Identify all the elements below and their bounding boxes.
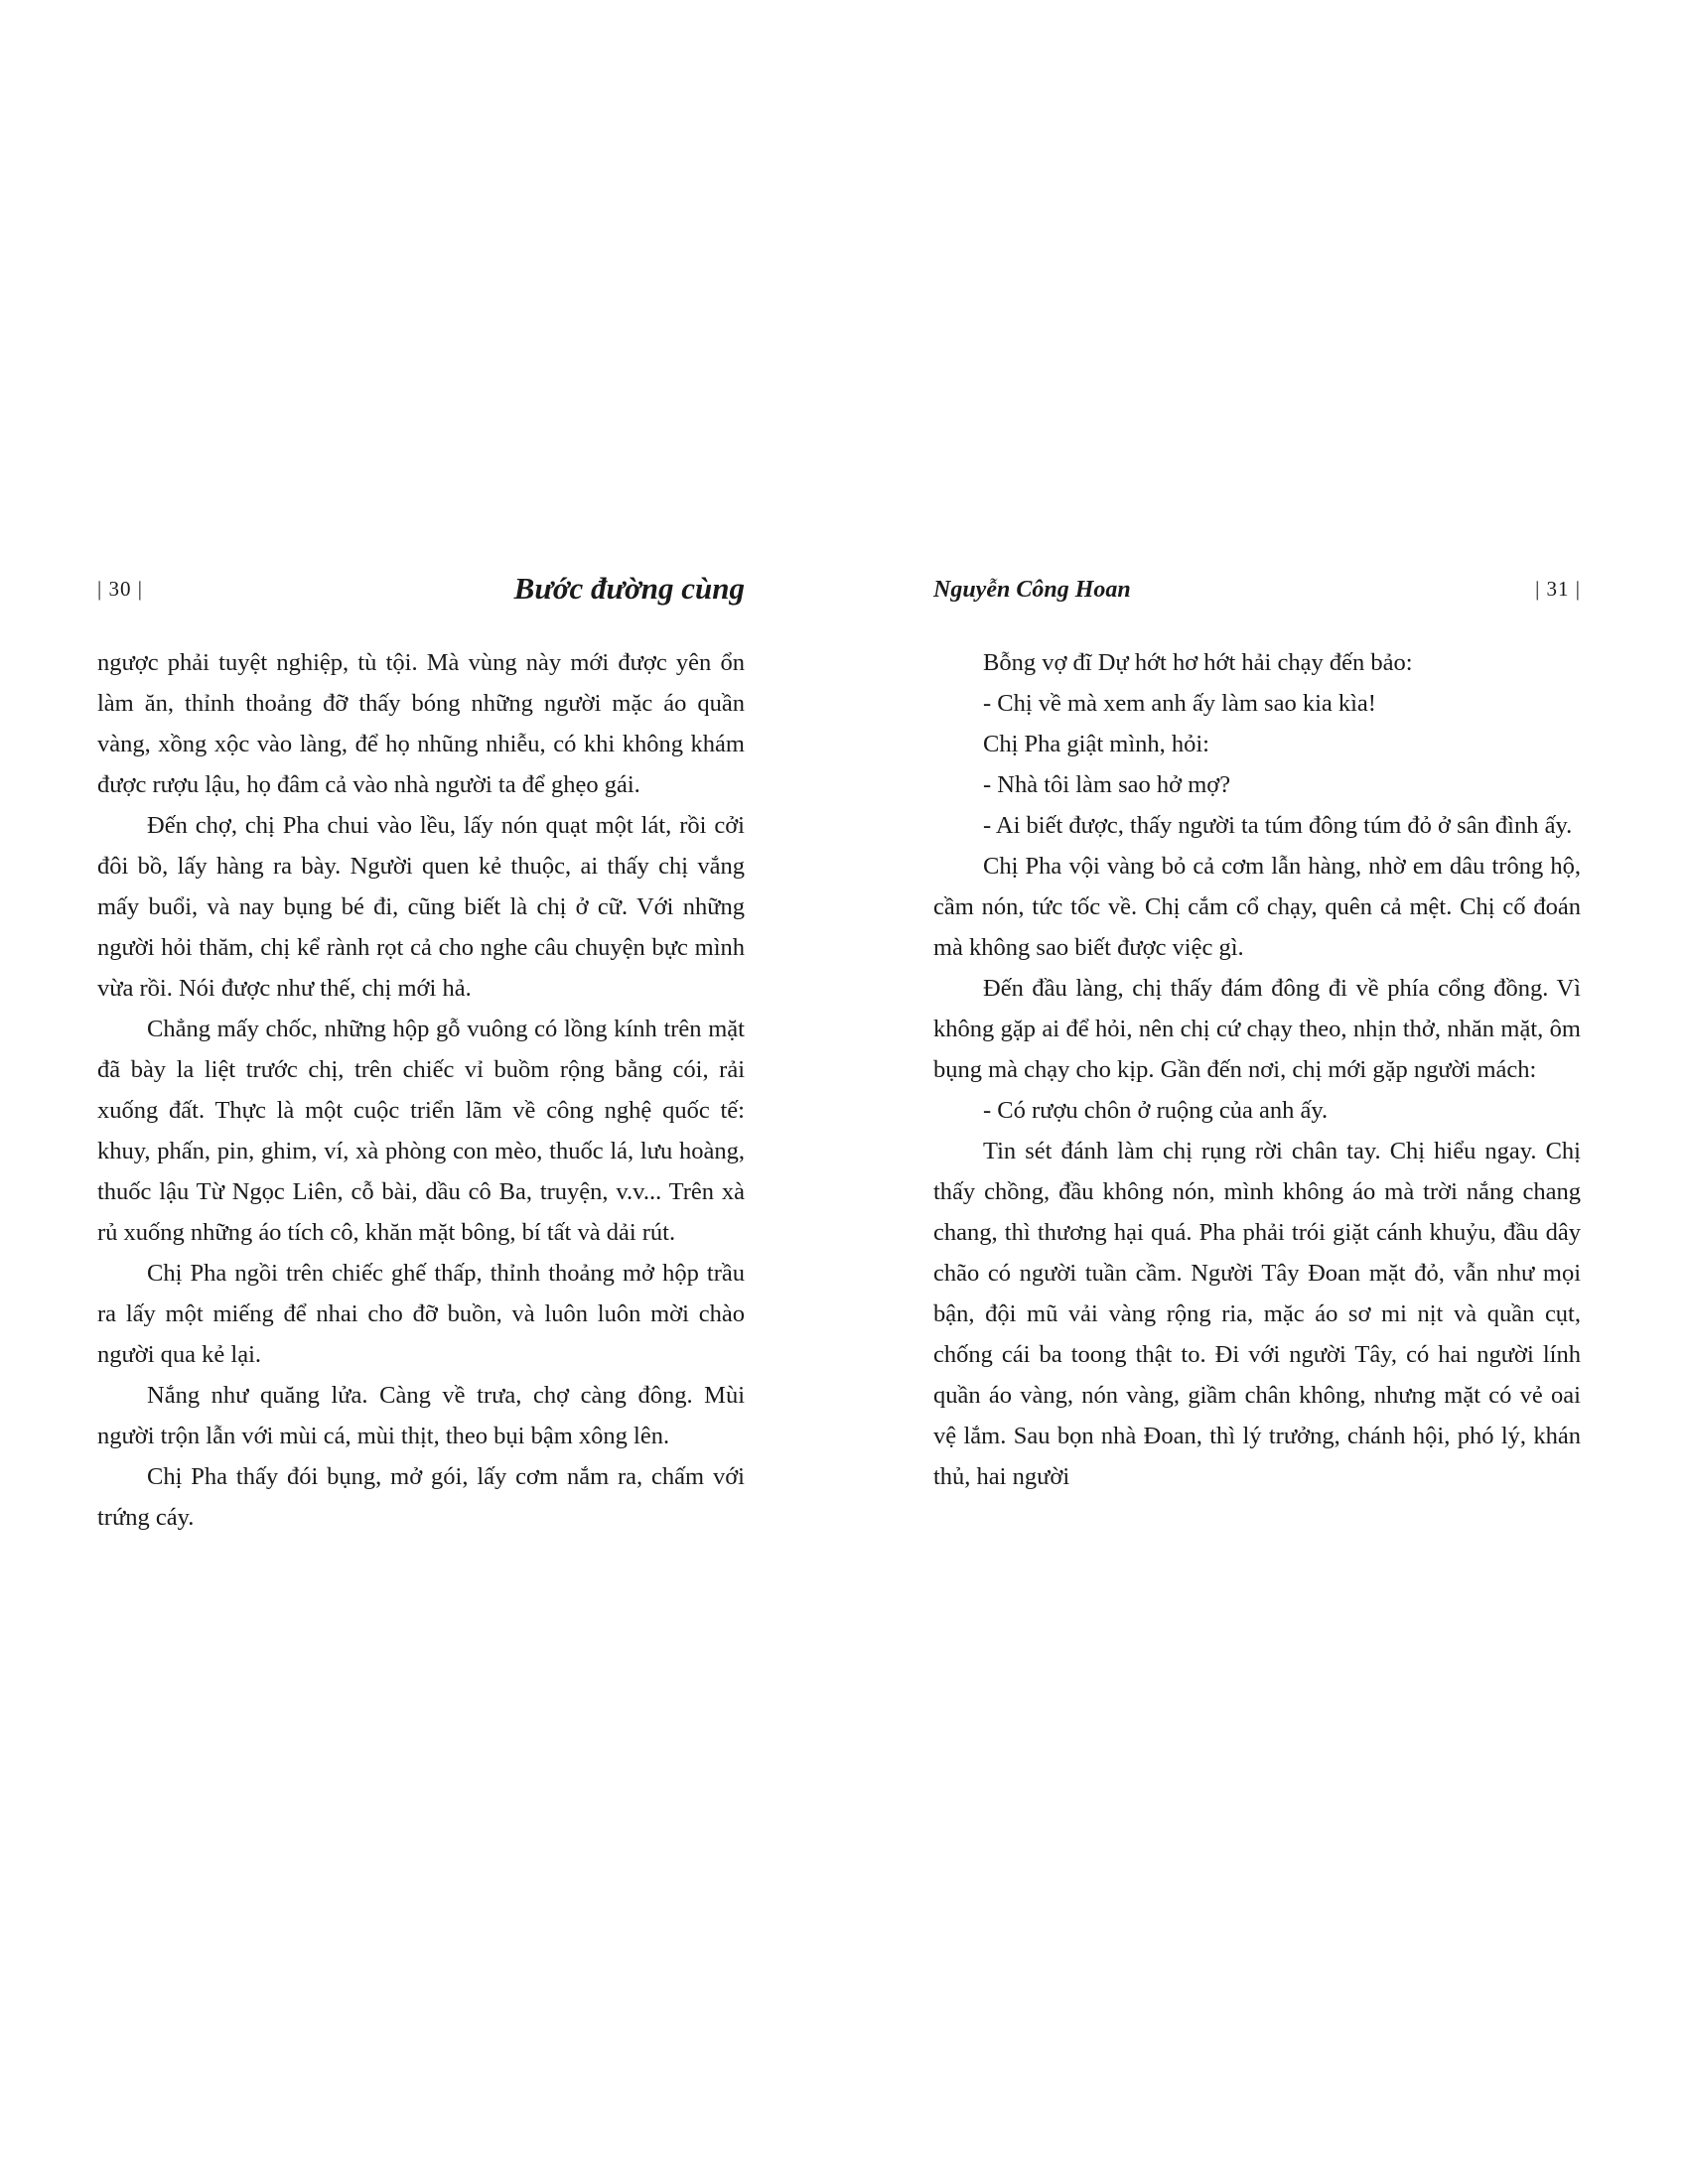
paragraph: - Chị về mà xem anh ấy làm sao kia kìa! <box>983 690 1376 717</box>
right-page <box>933 571 1581 1497</box>
paragraph: - Có rượu chôn ở ruộng của anh ấy. <box>983 1097 1329 1124</box>
right-running-head <box>933 571 1581 614</box>
left-body-text <box>97 642 745 1538</box>
running-author: Nguyễn Công Hoan <box>933 577 1131 603</box>
right-body-text <box>933 642 1581 1497</box>
left-page <box>97 571 745 1538</box>
right-page-number: | 31 | <box>1535 577 1581 601</box>
paragraph: Bỗng vợ đĩ Dự hớt hơ hớt hải chạy đến bảo: <box>983 649 1413 676</box>
paragraph: Chị Pha ngồi trên chiếc ghế thấp, thỉnh thoảng mở hộp trầu ra lấy một miếng để nhai cho đỡ buồn, và luôn luôn mời chào người qua kẻ lại. <box>97 1260 745 1368</box>
left-running-head <box>97 571 745 614</box>
paragraph: Chẳng mấy chốc, những hộp gỗ vuông có lồng kính trên mặt đã bày la liệt trước chị, trên chiếc vỉ buồm rộng bằng cói, rải xuống đất. Thực là một cuộc triển lãm về công nghệ quốc tế: khuy, phấn, pin, ghim, ví, xà phòng con mèo, thuốc lá, lưu hoàng, thuốc lậu Từ Ngọc Liên, cỗ bài, dầu cô Ba, truyện, v.v... Trên xà rủ xuống những áo tích cô, khăn mặt bông, bí tất và dải rút. <box>97 1016 745 1246</box>
paragraph: Tin sét đánh làm chị rụng rời chân tay. Chị hiểu ngay. Chị thấy chồng, đầu không nón, mình không áo mà trời nắng chang chang, thì thương hại quá. Pha phải trói giặt cánh khuỷu, đầu dây chão có người tuần cầm. Người Tây Đoan mặt đỏ, vẫn như mọi bận, đội mũ vải vàng rộng ria, mặc áo sơ mi nịt và quần cụt, chống cái ba toong thật to. Đi với người Tây, có hai người lính quần áo vàng, nón vàng, giầm chân không, nhưng mặt có vẻ oai vệ lắm. Sau bọn nhà Đoan, thì lý trưởng, chánh hội, phó lý, khán thủ, hai người <box>933 1138 1581 1490</box>
paragraph: ngược phải tuyệt nghiệp, tù tội. Mà vùng này mới được yên ổn làm ăn, thỉnh thoảng đỡ thấy bóng những người mặc áo quần vàng, xồng xộc vào làng, để họ nhũng nhiễu, có khi không khám được rượu lậu, họ đâm cả vào nhà người ta để ghẹo gái. <box>97 649 745 798</box>
running-title: Bước đường cùng <box>513 571 745 606</box>
paragraph: Đến đầu làng, chị thấy đám đông đi về phía cổng đồng. Vì không gặp ai để hỏi, nên chị cứ chạy theo, nhịn thở, nhăn mặt, ôm bụng mà chạy cho kịp. Gần đến nơi, chị mới gặp người mách: <box>933 975 1581 1083</box>
paragraph: - Nhà tôi làm sao hở mợ? <box>983 771 1231 798</box>
paragraph: Chị Pha vội vàng bỏ cả cơm lẫn hàng, nhờ em dâu trông hộ, cầm nón, tức tốc về. Chị cắm cổ chạy, quên cả mệt. Chị cố đoán mà không sao biết được việc gì. <box>933 853 1581 961</box>
paragraph: - Ai biết được, thấy người ta túm đông túm đỏ ở sân đình ấy. <box>983 812 1573 839</box>
left-page-number: | 30 | <box>97 577 143 601</box>
paragraph: Chị Pha giật mình, hỏi: <box>983 731 1209 757</box>
paragraph: Nắng như quăng lửa. Càng về trưa, chợ càng đông. Mùi người trộn lẫn với mùi cá, mùi thịt, theo bụi bậm xông lên. <box>97 1382 745 1449</box>
paragraph: Đến chợ, chị Pha chui vào lều, lấy nón quạt một lát, rồi cởi đôi bồ, lấy hàng ra bày. Người quen kẻ thuộc, ai thấy chị vắng mấy buổi, và nay bụng bé đi, cũng biết là chị ở cữ. Với những người hỏi thăm, chị kể rành rọt cả cho nghe câu chuyện bực mình vừa rồi. Nói được như thế, chị mới hả. <box>97 812 745 1002</box>
paragraph: Chị Pha thấy đói bụng, mở gói, lấy cơm nắm ra, chấm với trứng cáy. <box>97 1463 745 1531</box>
